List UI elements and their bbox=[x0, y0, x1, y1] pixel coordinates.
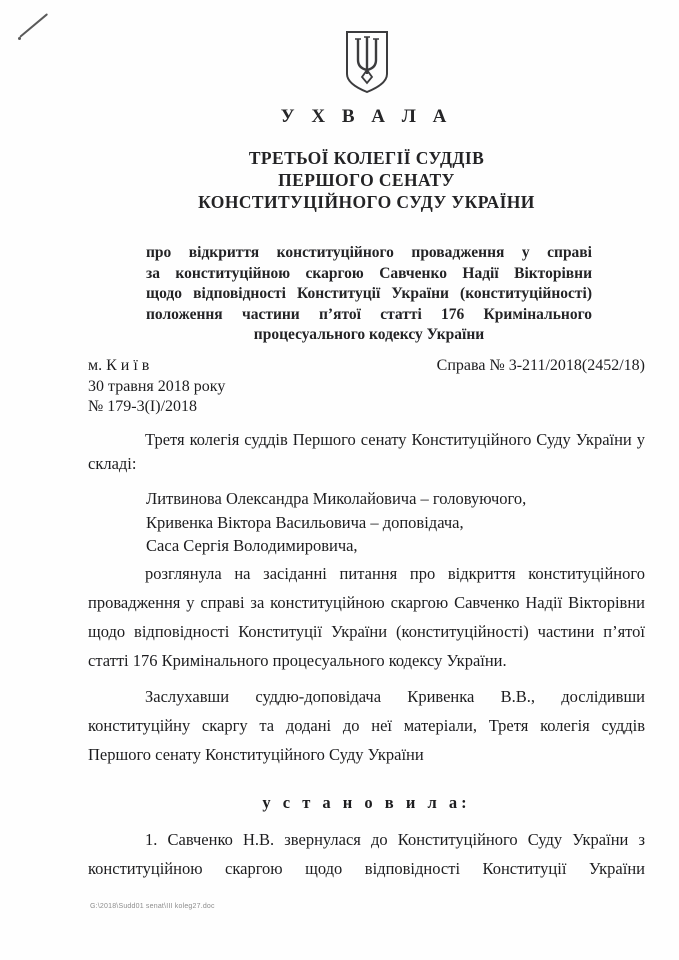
paragraph-line: 1. Савченко Н.В. звернулася до Конституційного Суду України з bbox=[145, 830, 645, 849]
place-date-number bbox=[88, 356, 225, 418]
intro-line: Третя колегія суддів Першого сенату Конституційного Суду України у bbox=[145, 430, 645, 449]
subject-line: положення частини п’ятої статті 176 Кримінального bbox=[146, 305, 592, 323]
paragraph-line: конституційною скаргою щодо відповідності Конституції України bbox=[88, 859, 645, 878]
court-line: ПЕРШОГО СЕНАТУ bbox=[278, 170, 455, 190]
pen-slash-dot bbox=[18, 37, 21, 40]
case-subject-paragraph bbox=[146, 243, 592, 346]
resolved-heading: у с т а н о в и л а: bbox=[262, 793, 471, 812]
heard-paragraph bbox=[88, 682, 645, 769]
date: 30 травня 2018 року bbox=[88, 377, 226, 395]
meta-block bbox=[88, 356, 645, 418]
considered-paragraph bbox=[88, 559, 645, 675]
paragraph-line: Заслухавши суддю-доповідача Кривенка В.В., дослідивши bbox=[145, 687, 645, 706]
pen-slash-mark bbox=[19, 13, 48, 38]
paragraph-line: щодо відповідності Конституції України (конституційності) частини п’ятої bbox=[88, 622, 645, 641]
ruling-number: № 179-3(І)/2018 bbox=[88, 398, 198, 415]
paragraph-line: провадження у справі за конституційною скаргою Савченко Надії Вікторівни bbox=[88, 593, 645, 612]
paragraph-line: статті 176 Кримінального процесуального кодексу України. bbox=[88, 651, 507, 670]
document-title: У Х В А Л А bbox=[280, 106, 453, 127]
subject-line: про відкриття конституційного провадження у справі bbox=[146, 244, 592, 261]
point-1-paragraph bbox=[88, 825, 645, 883]
judge-name: Литвинова Олександра Миколайовича – головуючого, bbox=[146, 489, 527, 508]
intro-line: складі: bbox=[88, 453, 137, 473]
panel-composition-intro bbox=[88, 428, 645, 475]
paragraph-line: розглянула на засіданні питання про відкриття конституційного bbox=[145, 564, 645, 583]
subject-line: процесуального кодексу України bbox=[253, 326, 485, 343]
paragraph-line: конституційну скаргу та додані до неї матеріали, Третя колегія суддів bbox=[88, 716, 645, 735]
city: м. К и ї в bbox=[88, 357, 150, 374]
file-path-footer: G:\2018\Sudd01 senat\III koleg27.doc bbox=[90, 903, 215, 910]
court-line: ТРЕТЬОЇ КОЛЕГІЇ СУДДІВ bbox=[248, 148, 485, 168]
court-line: КОНСТИТУЦІЙНОГО СУДУ УКРАЇНИ bbox=[198, 192, 535, 212]
judges-list bbox=[146, 487, 645, 558]
ukraine-trident-emblem-icon bbox=[343, 30, 391, 94]
subject-line: щодо відповідності Конституції України (конституційності) bbox=[146, 285, 592, 302]
subject-line: за конституційною скаргою Савченко Надії Вікторівни bbox=[146, 264, 592, 282]
case-number: Справа № 3-211/2018(2452/18) bbox=[436, 357, 645, 374]
judge-name: Саса Сергія Володимировича, bbox=[146, 536, 358, 555]
issuing-court-heading bbox=[88, 147, 645, 213]
paragraph-line: Першого сенату Конституційного Суду України bbox=[88, 745, 424, 764]
judge-name: Кривенка Віктора Васильовича – доповідача, bbox=[146, 512, 464, 532]
